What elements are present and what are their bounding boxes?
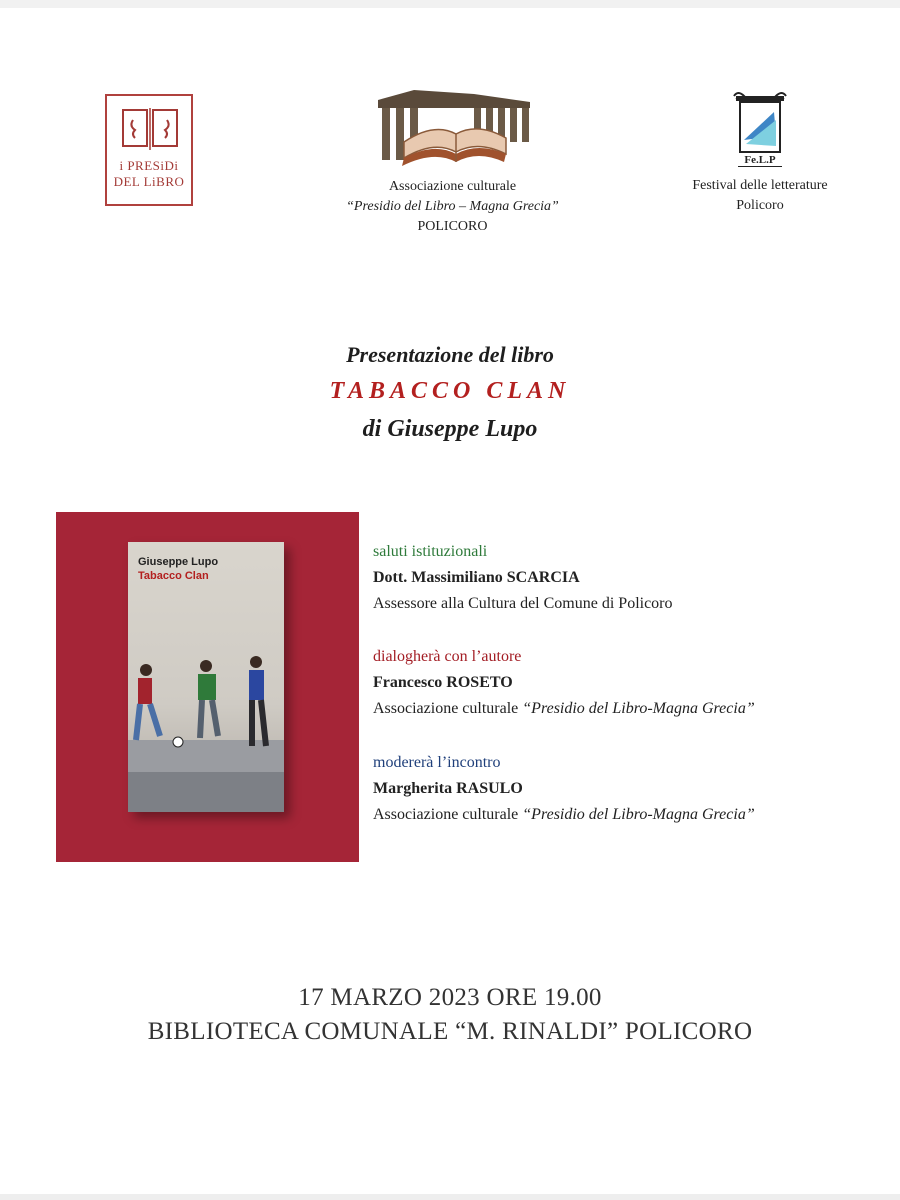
affiliation-prefix-2: Associazione culturale <box>373 700 523 717</box>
ionic-column-icon <box>730 90 790 154</box>
program-affiliation-2 <box>373 700 755 718</box>
program-role-2: dialogherà con l’autore <box>373 648 522 665</box>
logo-text-line1: i PRESiDi <box>119 158 179 173</box>
program-affiliation-1: Assessore alla Cultura del Comune di Policoro <box>373 595 673 612</box>
top-border <box>0 0 900 8</box>
event-date: 17 MARZO 2023 ORE 19.00 <box>298 984 602 1011</box>
association-name: “Presidio del Libro – Magna Grecia” <box>346 199 559 214</box>
program-role-1: saluti istituzionali <box>373 543 488 560</box>
affiliation-name-3: “Presidio del Libro-Magna Grecia” <box>522 806 755 823</box>
cover-author: Giuseppe Lupo <box>138 556 219 568</box>
boys-playing-football-illustration <box>128 622 284 812</box>
presidi-del-libro-logo <box>105 94 193 206</box>
program-role-3: modererà l’incontro <box>373 754 501 771</box>
festival-name: Festival delle letterature <box>692 178 828 193</box>
association-type: Associazione culturale <box>388 179 517 194</box>
program-name-3: Margherita RASULO <box>373 780 523 797</box>
festival-info <box>670 176 850 216</box>
book-author: di Giuseppe Lupo <box>362 416 538 442</box>
presentation-heading: Presentazione del libro <box>346 342 554 367</box>
association-city: POLICORO <box>417 219 488 234</box>
bottom-border <box>0 1194 900 1200</box>
program-name-1: Dott. Massimiliano SCARCIA <box>373 569 580 586</box>
open-book-faces-icon <box>119 104 181 154</box>
affiliation-name-2: “Presidio del Libro-Magna Grecia” <box>522 700 755 717</box>
temple-book-icon <box>374 82 534 174</box>
book-title: TABACCO CLAN <box>329 378 571 404</box>
program-affiliation-3 <box>373 806 755 824</box>
program-name-2: Francesco ROSETO <box>373 674 513 691</box>
book-cover-image <box>56 512 359 862</box>
book-cover <box>128 542 284 812</box>
association-info <box>300 177 605 237</box>
festival-city: Policoro <box>736 198 784 213</box>
logo-text-line2: DEL LiBRO <box>113 174 185 189</box>
felp-badge: Fe.L.P <box>738 154 782 167</box>
cover-title: Tabacco Clan <box>138 570 209 582</box>
event-venue: BIBLIOTECA COMUNALE “M. RINALDI” POLICORO <box>147 1018 753 1045</box>
affiliation-prefix-3: Associazione culturale <box>373 806 523 823</box>
